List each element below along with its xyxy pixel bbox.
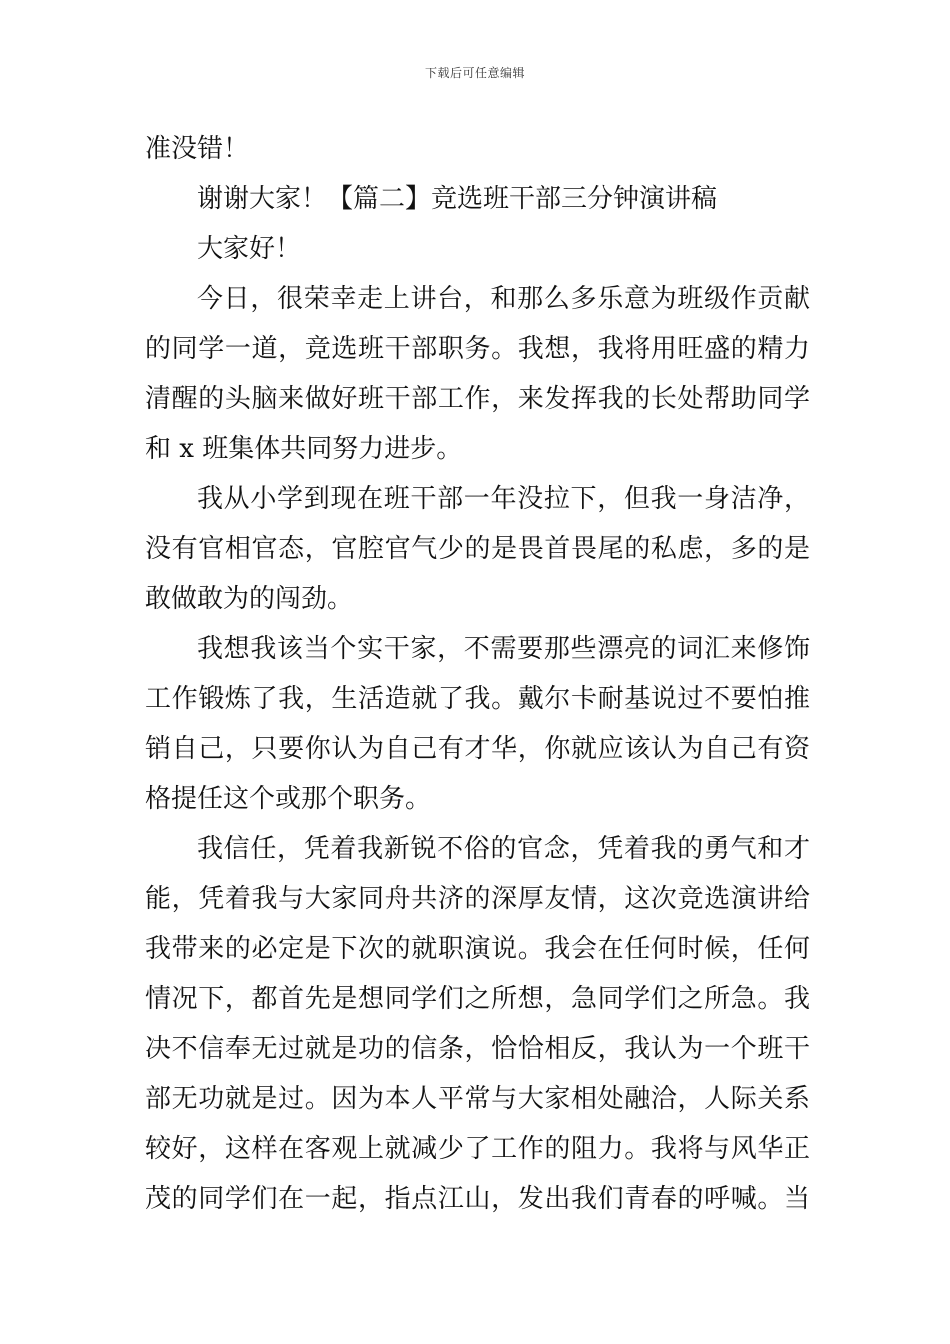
text-line: 我信任，凭着我新锐不俗的官念，凭着我的勇气和才 xyxy=(197,834,810,864)
text-line: 情况下，都首先是想同学们之所想，急同学们之所急。我 xyxy=(145,984,810,1014)
text-line: 我想我该当个实干家，不需要那些漂亮的词汇来修饰 xyxy=(197,634,810,664)
page-header: 下载后可任意编辑 xyxy=(424,66,525,80)
text-line: 我带来的必定是下次的就职演说。我会在任何时候，任何 xyxy=(145,934,810,964)
text-line: 决不信奉无过就是功的信条，恰恰相反，我认为一个班干 xyxy=(145,1034,810,1064)
text-line: 大家好！ xyxy=(197,234,302,264)
text-line: 没有官相官态，官腔官气少的是畏首畏尾的私虑，多的是 xyxy=(145,534,810,564)
text-line: 我从小学到现在班干部一年没拉下，但我一身洁净， xyxy=(197,484,810,514)
text-line: 和 x 班集体共同努力进步。 xyxy=(145,434,463,464)
text-line: 谢谢大家！【篇二】竞选班干部三分钟演讲稿 xyxy=(197,184,718,214)
body-text xyxy=(145,124,810,1224)
text-line: 茂的同学们在一起，指点江山，发出我们青春的呼喊。当 xyxy=(145,1184,810,1214)
text-line: 较好，这样在客观上就减少了工作的阻力。我将与风华正 xyxy=(145,1134,810,1164)
text-line: 能，凭着我与大家同舟共济的深厚友情，这次竞选演讲给 xyxy=(145,884,810,914)
text-line: 清醒的头脑来做好班干部工作，来发挥我的长处帮助同学 xyxy=(145,384,810,414)
text-line: 的同学一道，竞选班干部职务。我想，我将用旺盛的精力 xyxy=(145,334,810,364)
text-line: 敢做敢为的闯劲。 xyxy=(145,584,354,614)
text-line: 今日，很荣幸走上讲台，和那么多乐意为班级作贡献 xyxy=(197,284,810,314)
text-line: 销自己，只要你认为自己有才华，你就应该认为自己有资 xyxy=(145,734,810,764)
text-line: 格提任这个或那个职务。 xyxy=(145,784,432,814)
text-line: 准没错！ xyxy=(145,134,250,164)
text-line: 部无功就是过。因为本人平常与大家相处融洽，人际关系 xyxy=(145,1084,810,1114)
text-line: 工作锻炼了我，生活造就了我。戴尔卡耐基说过不要怕推 xyxy=(145,684,810,714)
